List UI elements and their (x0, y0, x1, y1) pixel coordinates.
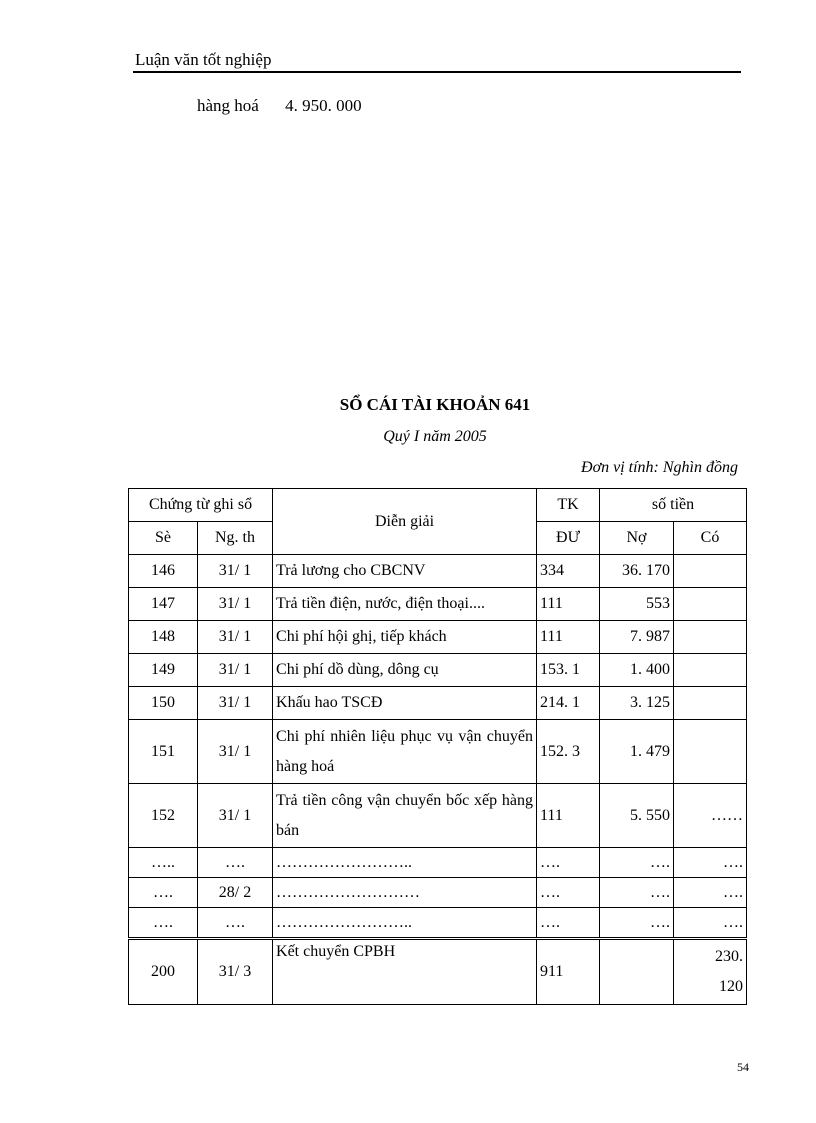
cell-date: 31/ 1 (198, 588, 273, 621)
page-number: 54 (737, 1060, 749, 1074)
cell-description: Chi phí dồ dùng, dông cụ (273, 654, 537, 687)
cell-credit (674, 654, 747, 687)
header-credit: Có (674, 522, 747, 555)
table-row (129, 654, 747, 687)
cell-account: …. (537, 848, 600, 878)
cell-description: ……………………… (273, 878, 537, 908)
ledger-table (128, 488, 747, 1005)
cell-credit: …… (674, 784, 747, 848)
cell-date: 31/ 1 (198, 621, 273, 654)
cell-description: …………………….. (273, 908, 537, 939)
table-row (129, 555, 747, 588)
cell-account: …. (537, 908, 600, 939)
table-row (129, 784, 747, 848)
cell-date: 31/ 1 (198, 654, 273, 687)
table-row (129, 621, 747, 654)
cell-number: 152 (129, 784, 198, 848)
cell-credit (674, 720, 747, 784)
carryover-amount: 4. 950. 000 (285, 96, 362, 115)
cell-date: 31/ 1 (198, 555, 273, 588)
cell-account: 111 (537, 621, 600, 654)
cell-account: 111 (537, 784, 600, 848)
cell-number: ….. (129, 848, 198, 878)
total-account: 911 (537, 939, 600, 1005)
cell-date: …. (198, 848, 273, 878)
cell-debit: 1. 479 (600, 720, 674, 784)
header-voucher: Chứng từ ghi sổ (129, 489, 273, 522)
header-account-bottom: ĐƯ (537, 522, 600, 555)
cell-account: 334 (537, 555, 600, 588)
cell-number: 148 (129, 621, 198, 654)
cell-debit: 5. 550 (600, 784, 674, 848)
cell-account: 214. 1 (537, 687, 600, 720)
header-description: Diễn giải (273, 489, 537, 555)
table-row (129, 878, 747, 908)
cell-debit: …. (600, 848, 674, 878)
cell-description: Trả tiền công vận chuyển bốc xếp hàng bán (273, 784, 537, 848)
ledger-title: SỔ CÁI TÀI KHOẢN 641 (339, 395, 531, 414)
total-credit: 230. 120 (674, 939, 747, 1005)
table-row (129, 848, 747, 878)
table-row (129, 908, 747, 939)
table-row (129, 720, 747, 784)
cell-account: 153. 1 (537, 654, 600, 687)
cell-account: 152. 3 (537, 720, 600, 784)
cell-debit: 1. 400 (600, 654, 674, 687)
cell-description: …………………….. (273, 848, 537, 878)
cell-number: …. (129, 908, 198, 939)
cell-date: 31/ 1 (198, 784, 273, 848)
cell-description: Chi phí nhiên liệu phục vụ vận chuyển hàng hoá (273, 720, 537, 784)
cell-date: 31/ 1 (198, 687, 273, 720)
cell-number: 151 (129, 720, 198, 784)
cell-number: 149 (129, 654, 198, 687)
total-debit (600, 939, 674, 1005)
carryover-line (197, 96, 362, 116)
header-date: Ng. th (198, 522, 273, 555)
cell-date: 28/ 2 (198, 878, 273, 908)
cell-debit: 7. 987 (600, 621, 674, 654)
total-date: 31/ 3 (198, 939, 273, 1005)
header-amount: số tiền (600, 489, 747, 522)
cell-debit: …. (600, 908, 674, 939)
cell-debit: …. (600, 878, 674, 908)
header-account-top: TK (537, 489, 600, 522)
cell-credit: …. (674, 848, 747, 878)
cell-credit: …. (674, 908, 747, 939)
total-row (129, 939, 747, 1005)
cell-credit (674, 588, 747, 621)
cell-account: 111 (537, 588, 600, 621)
cell-number: 146 (129, 555, 198, 588)
cell-account: …. (537, 878, 600, 908)
total-description: Kết chuyển CPBH (273, 939, 537, 1005)
table-row (129, 588, 747, 621)
cell-date: 31/ 1 (198, 720, 273, 784)
cell-date: …. (198, 908, 273, 939)
header-rule (133, 71, 741, 73)
ledger-period: Quý I năm 2005 (383, 428, 487, 445)
cell-description: Trả lương cho CBCNV (273, 555, 537, 588)
cell-debit: 3. 125 (600, 687, 674, 720)
cell-number: …. (129, 878, 198, 908)
ledger-unit: Đơn vị tính: Nghìn đồng (581, 459, 738, 476)
cell-debit: 553 (600, 588, 674, 621)
cell-credit: …. (674, 878, 747, 908)
carryover-label: hàng hoá (197, 96, 259, 115)
cell-credit (674, 555, 747, 588)
header-number: Sè (129, 522, 198, 555)
cell-debit: 36. 170 (600, 555, 674, 588)
cell-number: 150 (129, 687, 198, 720)
cell-credit (674, 687, 747, 720)
header-row-1 (129, 489, 747, 522)
cell-description: Trả tiền điện, nước, điện thoại.... (273, 588, 537, 621)
total-number: 200 (129, 939, 198, 1005)
cell-credit (674, 621, 747, 654)
cell-description: Khấu hao TSCĐ (273, 687, 537, 720)
running-header-title: Luận văn tốt nghiệp (135, 50, 272, 69)
cell-number: 147 (129, 588, 198, 621)
cell-description: Chi phí hội ghị, tiếp khách (273, 621, 537, 654)
table-row (129, 687, 747, 720)
header-debit: Nợ (600, 522, 674, 555)
